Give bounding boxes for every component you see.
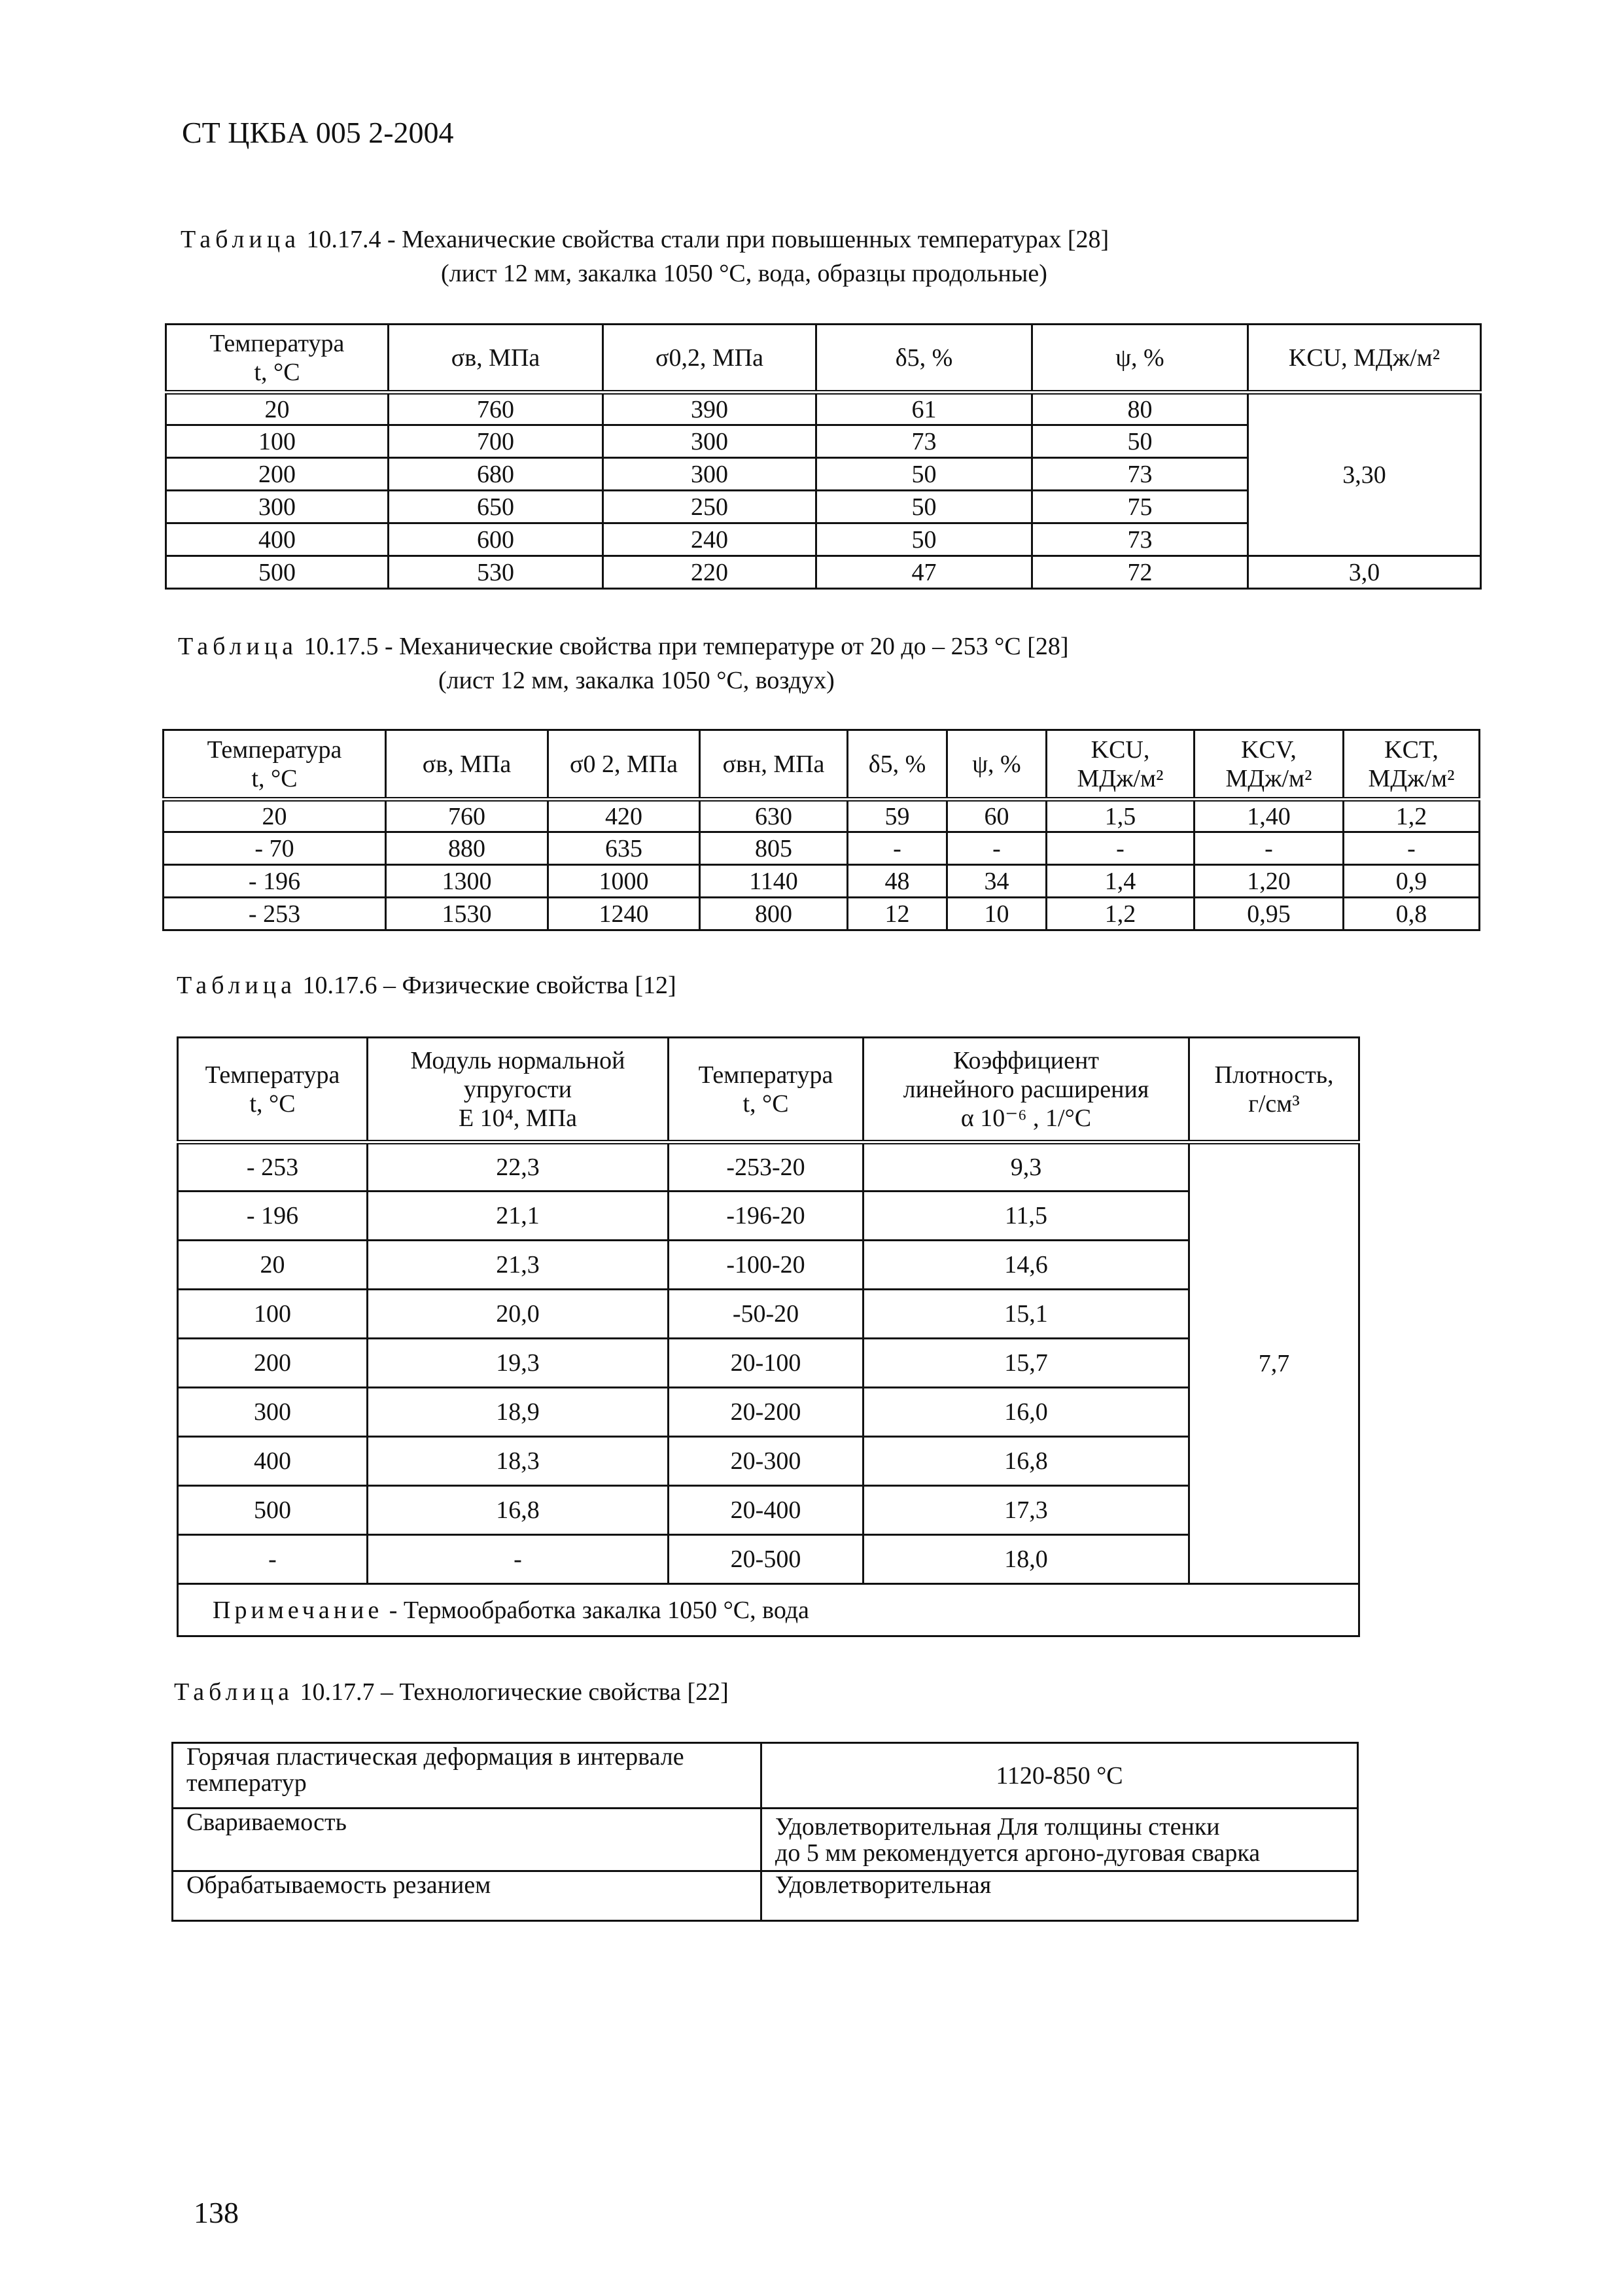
cell-modulus: -: [368, 1535, 669, 1584]
caption-lead: Таблица: [177, 972, 297, 999]
cell-alpha: 17,3: [864, 1486, 1189, 1535]
cell-kcv: 1,20: [1195, 865, 1344, 898]
col-header-temperature: Температура t, °С: [164, 730, 386, 800]
cell-sigma-b: 1530: [386, 898, 548, 930]
col-header-sigma-b: σв, МПа: [389, 325, 603, 393]
cell-temperature-range: 20-400: [669, 1486, 864, 1535]
col-header-modulus: Модуль нормальной упругости Е 10⁴, МПа: [368, 1038, 669, 1142]
cell-psi: 72: [1032, 556, 1248, 589]
cell-modulus: 20,0: [368, 1290, 669, 1339]
col-header-sigma-bn: σвн, МПа: [700, 730, 848, 800]
table-row: [178, 1388, 1359, 1437]
cell-sigma-bn: 1140: [700, 865, 848, 898]
col-header-sigma-02: σ0 2, МПа: [548, 730, 700, 800]
table-row: [164, 898, 1480, 930]
cell-kcv: 0,95: [1195, 898, 1344, 930]
cell-psi: 73: [1032, 523, 1248, 556]
cell-sigma-02: 240: [603, 523, 816, 556]
cell-kct: 1,2: [1344, 800, 1480, 832]
cell-alpha: 14,6: [864, 1241, 1189, 1290]
cell-sigma-b: 880: [386, 832, 548, 865]
cell-temperature: 500: [178, 1486, 368, 1535]
cell-delta5: 61: [816, 393, 1032, 425]
cell-delta5: 73: [816, 425, 1032, 458]
col-header-density: Плотность, г/см³: [1189, 1038, 1359, 1142]
cell-temperature: - 196: [178, 1192, 368, 1241]
col-header-temperature: Температура t, °С: [166, 325, 389, 393]
caption-lead: Таблица: [178, 633, 298, 660]
cell-temperature: -: [178, 1535, 368, 1584]
cell-temperature: 400: [166, 523, 389, 556]
caption-title: - Механические свойства при температуре от 20 до – 253 °С [28]: [378, 633, 1069, 660]
cell-temperature-range: -100-20: [669, 1241, 864, 1290]
cell-temperature: 20: [178, 1241, 368, 1290]
caption-lead: Таблица: [174, 1678, 294, 1706]
cell-property: Обрабатываемость резанием: [173, 1871, 761, 1921]
cell-value: Удовлетворительная: [761, 1871, 1358, 1921]
cell-kcv: -: [1195, 832, 1344, 865]
cell-temperature: 100: [166, 425, 389, 458]
cell-sigma-bn: 630: [700, 800, 848, 832]
table-row: [164, 800, 1480, 832]
table-row: [178, 1437, 1359, 1486]
table-row: [178, 1290, 1359, 1339]
col-header-psi: ψ, %: [1032, 325, 1248, 393]
cell-alpha: 15,7: [864, 1339, 1189, 1388]
caption-number: 10.17.5: [304, 633, 379, 660]
cell-kcv: 1,40: [1195, 800, 1344, 832]
cell-property: Горячая пластическая деформация в интервале температур: [173, 1743, 761, 1809]
cell-sigma-02: 390: [603, 393, 816, 425]
col-header-kct: KCT, МДж/м²: [1344, 730, 1480, 800]
cell-temperature: 100: [178, 1290, 368, 1339]
cell-value: Удовлетворительная Для толщины стенки до 5 мм рекомендуется аргоно-дуговая сварка: [761, 1809, 1358, 1871]
cell-sigma-02: 250: [603, 491, 816, 523]
caption-subtitle: (лист 12 мм, закалка 1050 °С, вода, образцы продольные): [441, 260, 1047, 287]
table-row: [173, 1871, 1358, 1921]
cell-temperature: 300: [166, 491, 389, 523]
cell-psi: 73: [1032, 458, 1248, 491]
table-10-17-7-caption: [174, 1675, 729, 1709]
cell-temperature: - 70: [164, 832, 386, 865]
table-row: [166, 556, 1481, 589]
caption-lead: Таблица: [181, 226, 301, 253]
table-row: [164, 865, 1480, 898]
cell-alpha: 16,8: [864, 1437, 1189, 1486]
table-row: [178, 1192, 1359, 1241]
cell-delta5: 50: [816, 491, 1032, 523]
cell-psi: -: [947, 832, 1047, 865]
table-row: [173, 1809, 1358, 1871]
caption-number: 10.17.6: [302, 972, 377, 999]
col-header-delta5: δ5, %: [848, 730, 947, 800]
table-row: [178, 1486, 1359, 1535]
col-header-kcu: KCU, МДж/м²: [1248, 325, 1481, 393]
cell-temperature: 20: [164, 800, 386, 832]
col-header-delta5: δ5, %: [816, 325, 1032, 393]
table-10-17-5: [162, 729, 1480, 931]
col-header-kcu: KCU, МДж/м²: [1047, 730, 1195, 800]
cell-sigma-b: 600: [389, 523, 603, 556]
cell-sigma-bn: 805: [700, 832, 848, 865]
cell-modulus: 18,3: [368, 1437, 669, 1486]
cell-temperature: 400: [178, 1437, 368, 1486]
table-10-17-6: [177, 1036, 1360, 1637]
table-10-17-7: [171, 1742, 1359, 1922]
cell-modulus: 21,3: [368, 1241, 669, 1290]
cell-sigma-02: 1000: [548, 865, 700, 898]
caption-number: 10.17.4: [306, 226, 381, 253]
cell-sigma-bn: 800: [700, 898, 848, 930]
cell-alpha: 16,0: [864, 1388, 1189, 1437]
cell-sigma-b: 700: [389, 425, 603, 458]
cell-sigma-02: 300: [603, 458, 816, 491]
cell-value: 1120-850 °С: [761, 1743, 1358, 1809]
cell-property: Свариваемость: [173, 1809, 761, 1871]
cell-delta5: 50: [816, 458, 1032, 491]
cell-psi: 75: [1032, 491, 1248, 523]
cell-delta5: 59: [848, 800, 947, 832]
cell-kcu: -: [1047, 832, 1195, 865]
col-header-sigma-02: σ0,2, МПа: [603, 325, 816, 393]
cell-temperature: 20: [166, 393, 389, 425]
col-header-kcv: KCV, МДж/м²: [1195, 730, 1344, 800]
caption-number: 10.17.7: [300, 1678, 375, 1706]
table-10-17-4-caption: [181, 222, 1109, 291]
cell-modulus: 21,1: [368, 1192, 669, 1241]
cell-temperature: 500: [166, 556, 389, 589]
col-header-alpha: Коэффициент линейного расширения α 10⁻⁶ , 1/°С: [864, 1038, 1189, 1142]
cell-alpha: 9,3: [864, 1142, 1189, 1192]
cell-temperature: - 196: [164, 865, 386, 898]
col-header-temperature-range: Температура t, °С: [669, 1038, 864, 1142]
cell-temperature: 200: [166, 458, 389, 491]
table-note-row: [178, 1584, 1359, 1636]
cell-modulus: 18,9: [368, 1388, 669, 1437]
table-row: [178, 1142, 1359, 1192]
cell-sigma-b: 650: [389, 491, 603, 523]
col-header-psi: ψ, %: [947, 730, 1047, 800]
page-number: 138: [194, 2196, 239, 2229]
cell-psi: 34: [947, 865, 1047, 898]
cell-sigma-b: 760: [389, 393, 603, 425]
cell-alpha: 15,1: [864, 1290, 1189, 1339]
cell-sigma-02: 420: [548, 800, 700, 832]
cell-sigma-02: 1240: [548, 898, 700, 930]
cell-sigma-02: 220: [603, 556, 816, 589]
cell-delta5: 50: [816, 523, 1032, 556]
cell-sigma-02: 635: [548, 832, 700, 865]
cell-kcu: 3,0: [1248, 556, 1481, 589]
cell-delta5: 12: [848, 898, 947, 930]
cell-sigma-b: 1300: [386, 865, 548, 898]
cell-sigma-b: 760: [386, 800, 548, 832]
cell-psi: 50: [1032, 425, 1248, 458]
caption-subtitle: (лист 12 мм, закалка 1050 °С, воздух): [438, 667, 835, 694]
table-row: [166, 393, 1481, 425]
cell-modulus: 19,3: [368, 1339, 669, 1388]
cell-alpha: 11,5: [864, 1192, 1189, 1241]
table-10-17-5-caption: [178, 629, 1069, 698]
cell-kct: 0,9: [1344, 865, 1480, 898]
caption-title: – Физические свойства [12]: [377, 972, 676, 999]
cell-temperature-range: -253-20: [669, 1142, 864, 1192]
cell-temperature-range: -196-20: [669, 1192, 864, 1241]
table-row: [178, 1339, 1359, 1388]
cell-temperature-range: 20-100: [669, 1339, 864, 1388]
cell-sigma-b: 680: [389, 458, 603, 491]
cell-density-merged: 7,7: [1189, 1142, 1359, 1584]
cell-kcu: 1,5: [1047, 800, 1195, 832]
cell-temperature: 300: [178, 1388, 368, 1437]
cell-temperature-range: 20-200: [669, 1388, 864, 1437]
cell-sigma-02: 300: [603, 425, 816, 458]
table-row: [178, 1535, 1359, 1584]
cell-delta5: 48: [848, 865, 947, 898]
cell-temperature: - 253: [178, 1142, 368, 1192]
cell-modulus: 22,3: [368, 1142, 669, 1192]
cell-kcu-merged: 3,30: [1248, 393, 1481, 556]
cell-kct: -: [1344, 832, 1480, 865]
cell-psi: 10: [947, 898, 1047, 930]
table-note: Примечание - Термообработка закалка 1050 °С, вода: [178, 1584, 1359, 1636]
table-row: [173, 1743, 1358, 1809]
cell-kcu: 1,4: [1047, 865, 1195, 898]
cell-temperature-range: -50-20: [669, 1290, 864, 1339]
cell-sigma-b: 530: [389, 556, 603, 589]
cell-temperature: - 253: [164, 898, 386, 930]
table-10-17-6-caption: [177, 968, 676, 1002]
cell-temperature-range: 20-300: [669, 1437, 864, 1486]
cell-modulus: 16,8: [368, 1486, 669, 1535]
cell-alpha: 18,0: [864, 1535, 1189, 1584]
col-header-temperature: Температура t, °С: [178, 1038, 368, 1142]
cell-psi: 60: [947, 800, 1047, 832]
table-10-17-4: [165, 323, 1482, 590]
cell-temperature-range: 20-500: [669, 1535, 864, 1584]
cell-kcu: 1,2: [1047, 898, 1195, 930]
cell-temperature: 200: [178, 1339, 368, 1388]
table-row: [164, 832, 1480, 865]
caption-title: - Механические свойства стали при повышенных температурах [28]: [381, 226, 1109, 253]
col-header-sigma-b: σв, МПа: [386, 730, 548, 800]
document-code: СТ ЦКБА 005 2-2004: [182, 116, 454, 149]
cell-delta5: 47: [816, 556, 1032, 589]
cell-delta5: -: [848, 832, 947, 865]
cell-kct: 0,8: [1344, 898, 1480, 930]
cell-psi: 80: [1032, 393, 1248, 425]
caption-title: – Технологические свойства [22]: [374, 1678, 729, 1706]
table-row: [178, 1241, 1359, 1290]
